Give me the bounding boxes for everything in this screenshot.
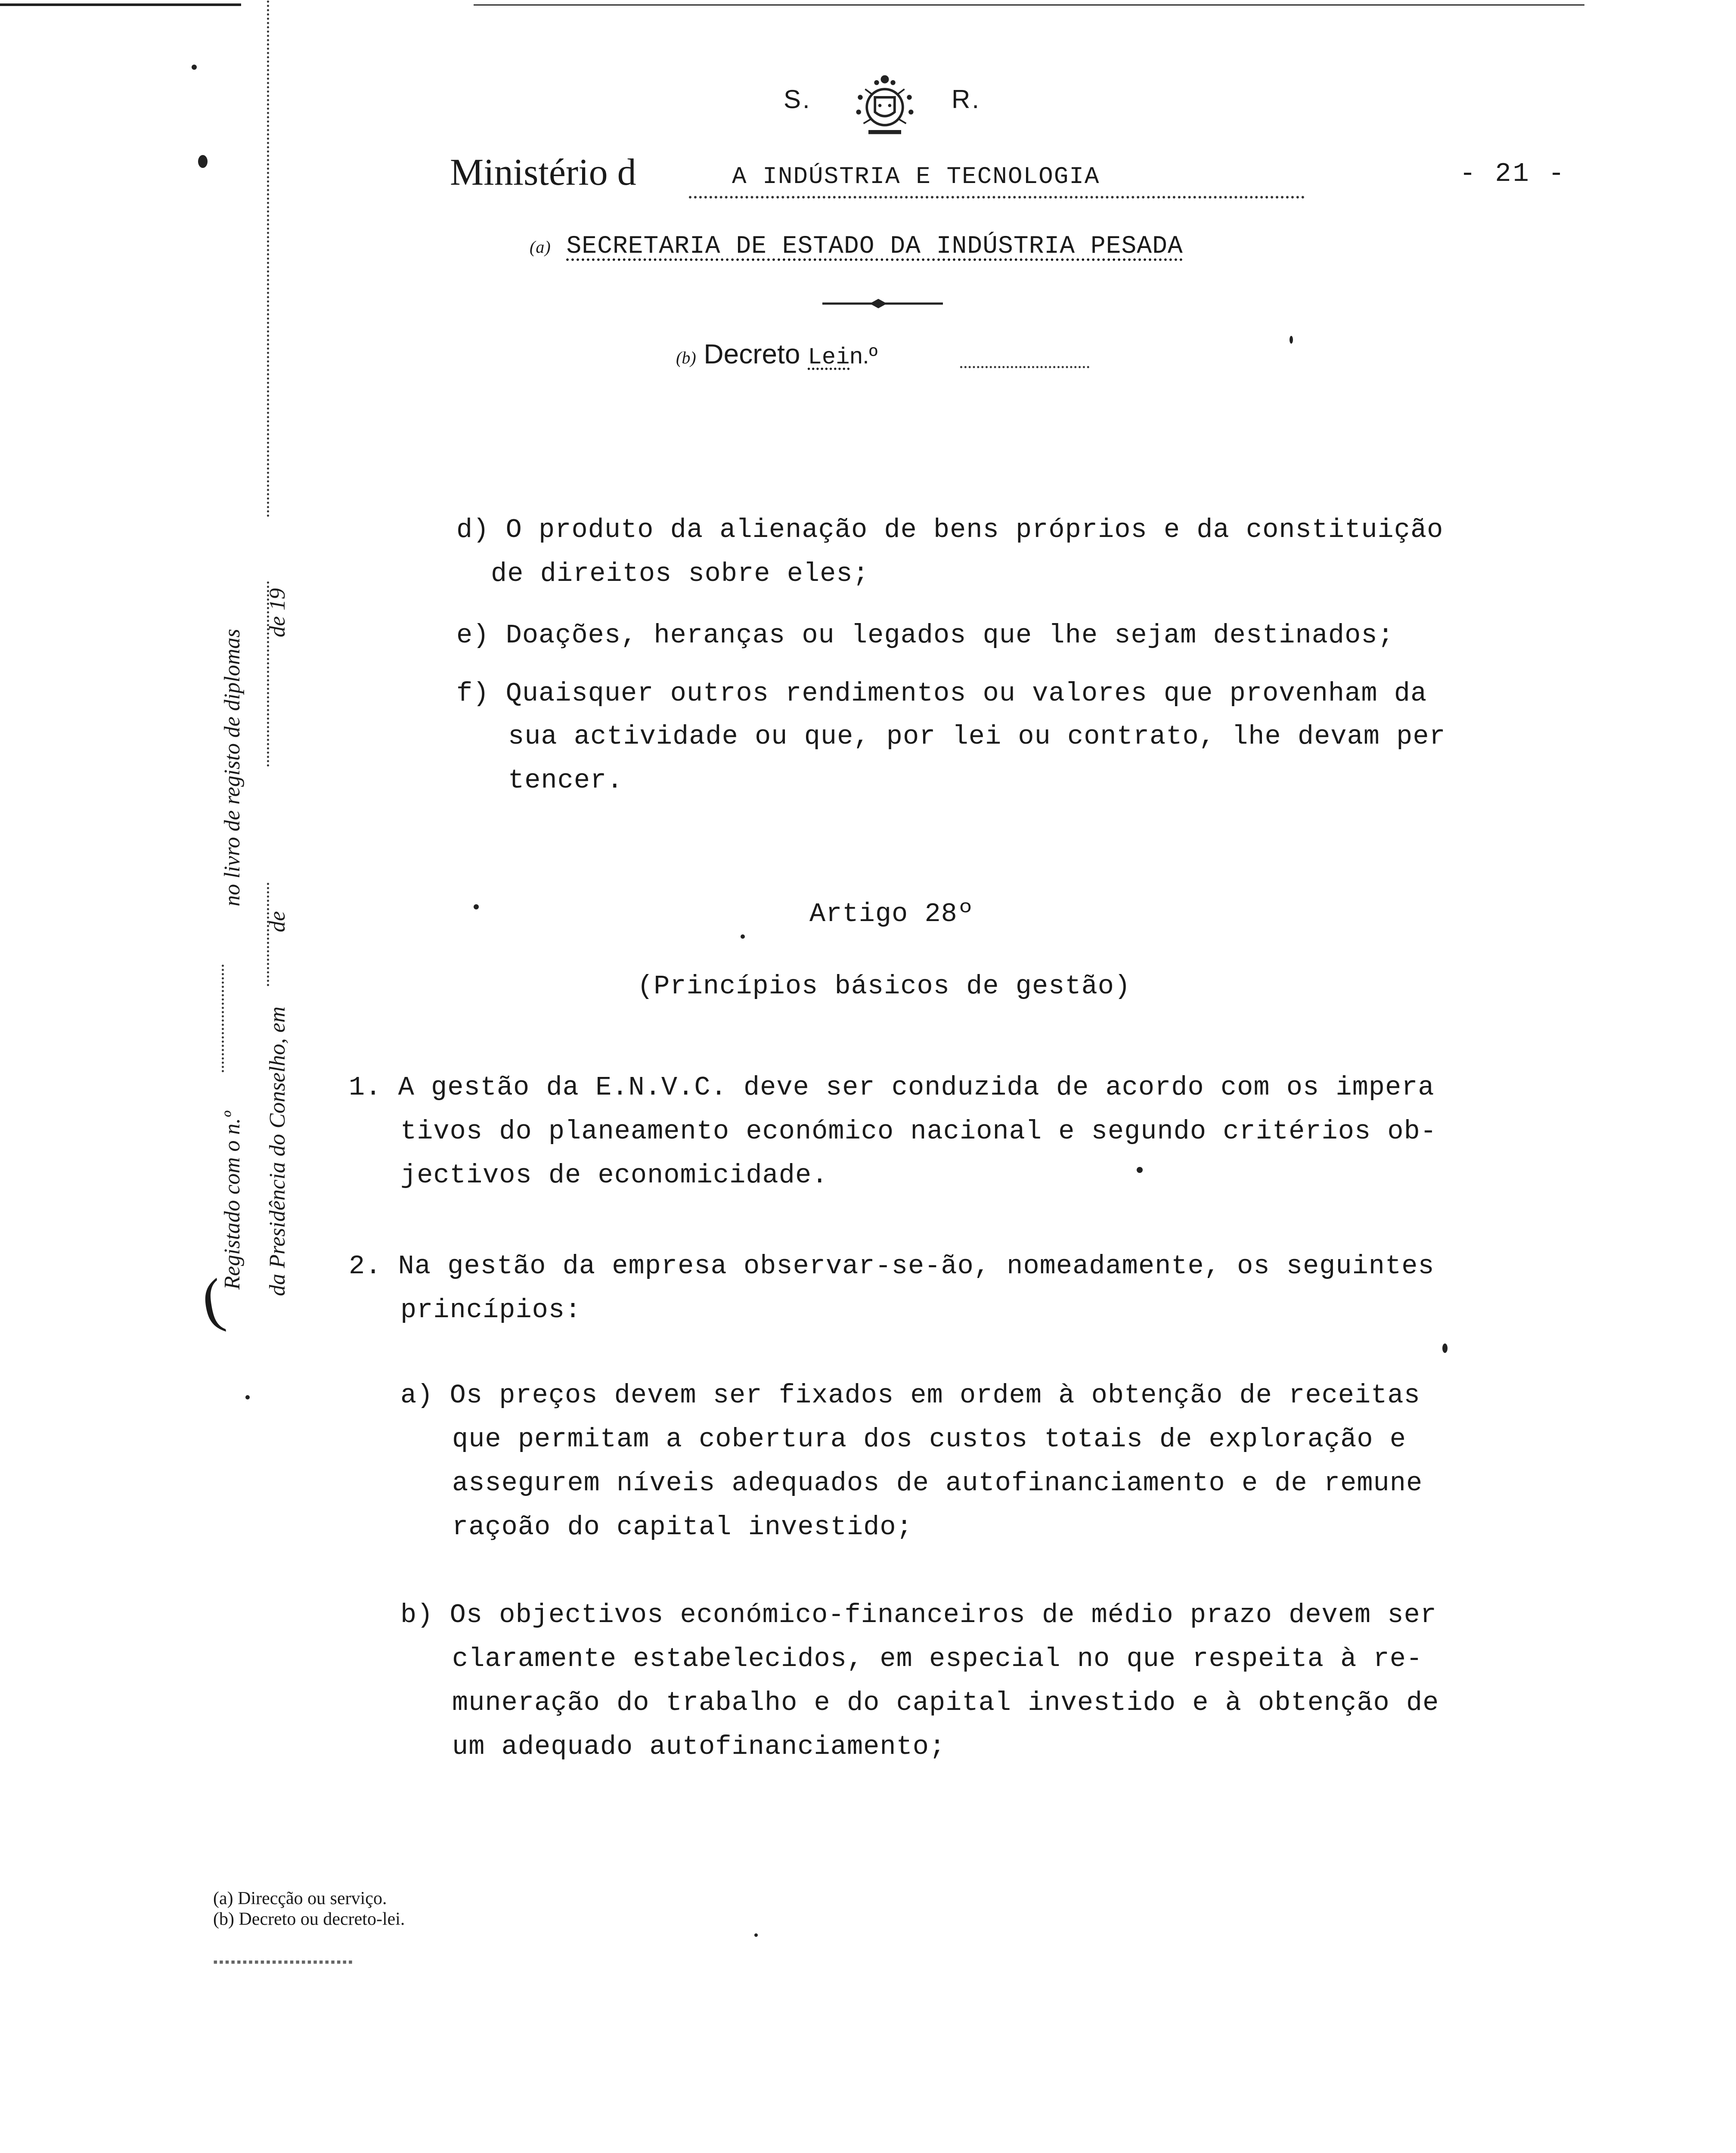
item-f-line-1: f) Quaisquer outros rendimentos ou valores que provenham da <box>456 678 1427 709</box>
margin-registado: Registado com o n.º <box>220 1111 245 1290</box>
secretaria-row <box>530 233 1183 261</box>
top-rule-right <box>474 4 1584 6</box>
scan-speck <box>1290 336 1293 344</box>
margin-dotted-2 <box>267 883 269 986</box>
item-d-line-1: d) O produto da alienação de bens próprios e da constituição <box>456 515 1444 545</box>
s-letter: S. <box>784 85 812 114</box>
top-rule-left <box>0 3 241 6</box>
para-1-line-2: tivos do planeamento económico nacional e segundo critérios ob- <box>400 1116 1437 1147</box>
margin-presidencia: da Presidência do Conselho, em <box>265 1006 290 1296</box>
para-2-line-1: 2. Na gestão da empresa observar-se-ão, nomeadamente, os seguintes <box>349 1251 1435 1281</box>
scan-speck <box>192 65 197 70</box>
margin-de19: de 19 <box>265 588 290 637</box>
coat-of-arms-icon <box>844 65 926 146</box>
page-number: - 21 - <box>1460 158 1566 189</box>
scan-speck <box>741 934 745 939</box>
print-code: ▪▪▪▪▪▪▪▪▪▪▪▪▪▪▪▪▪▪▪▪▪▪▪▪ <box>213 1955 354 1969</box>
decreto-row <box>676 338 877 371</box>
para-1-line-1: 1. A gestão da E.N.V.C. deve ser conduzida de acordo com os impera <box>349 1072 1435 1103</box>
secretaria-text: SECRETARIA DE ESTADO DA INDÚSTRIA PESADA <box>566 233 1183 261</box>
footnote-b: (b) Decreto ou decreto-lei. <box>213 1909 405 1929</box>
item-b-line-4: um adequado autofinanciamento; <box>452 1731 946 1762</box>
para-2-line-2: princípios: <box>400 1295 582 1325</box>
decreto-note-mark: (b) <box>676 348 696 367</box>
margin-dotted-4 <box>267 0 269 517</box>
item-b-line-3: muneração do trabalho e do capital investido e à obtenção de <box>452 1688 1439 1718</box>
item-e-line-1: e) Doações, heranças ou legados que lhe sejam destinados; <box>456 620 1394 651</box>
decreto-suffix: n.º <box>849 343 878 369</box>
decreto-value: Lei <box>808 344 850 371</box>
article-title: Artigo 28º <box>809 899 974 929</box>
margin-dotted-1 <box>222 965 224 1072</box>
item-b-line-1: b) Os objectivos económico-financeiros de médio prazo devem ser <box>400 1600 1437 1630</box>
para-1-line-3: jectivos de economicidade. <box>400 1160 828 1191</box>
item-d-line-2: de direitos sobre eles; <box>491 558 869 589</box>
item-a-line-1: a) Os preços devem ser fixados em ordem à obtenção de receitas <box>400 1380 1420 1411</box>
scan-speck <box>245 1395 250 1399</box>
margin-bracket: ( <box>196 1266 228 1335</box>
article-subtitle: (Princípios básicos de gestão) <box>637 971 1131 1002</box>
item-f-line-2: sua actividade ou que, por lei ou contrato, lhe devam per <box>508 721 1446 752</box>
ornament-divider <box>814 297 952 310</box>
decreto-dotted-line <box>960 366 1089 368</box>
footnote-a: (a) Direcção ou serviço. <box>213 1889 387 1908</box>
item-a-line-3: assegurem níveis adequados de autofinanciamento e de remune <box>452 1468 1423 1498</box>
ministry-label: Ministério d <box>450 152 636 193</box>
ministry-name: A INDÚSTRIA E TECNOLOGIA <box>732 163 1100 190</box>
item-a-line-2: que permitam a cobertura dos custos totais de exploração e <box>452 1424 1406 1455</box>
margin-de: de <box>265 911 290 932</box>
secretaria-note-mark: (a) <box>530 237 551 257</box>
decreto-label: Decreto <box>704 338 800 369</box>
scan-speck <box>198 155 208 168</box>
margin-livro: no livro de registo de diplomas <box>220 629 245 906</box>
scan-speck <box>1137 1167 1143 1173</box>
scan-speck <box>474 904 479 909</box>
item-b-line-2: claramente estabelecidos, em especial no que respeita à re- <box>452 1644 1423 1674</box>
item-f-line-3: tencer. <box>508 765 623 796</box>
r-letter: R. <box>952 85 981 114</box>
ministry-dotted-line <box>689 196 1305 199</box>
scan-speck <box>754 1933 758 1937</box>
item-a-line-4: raçoão do capital investido; <box>452 1512 913 1542</box>
scan-speck <box>1442 1343 1448 1353</box>
